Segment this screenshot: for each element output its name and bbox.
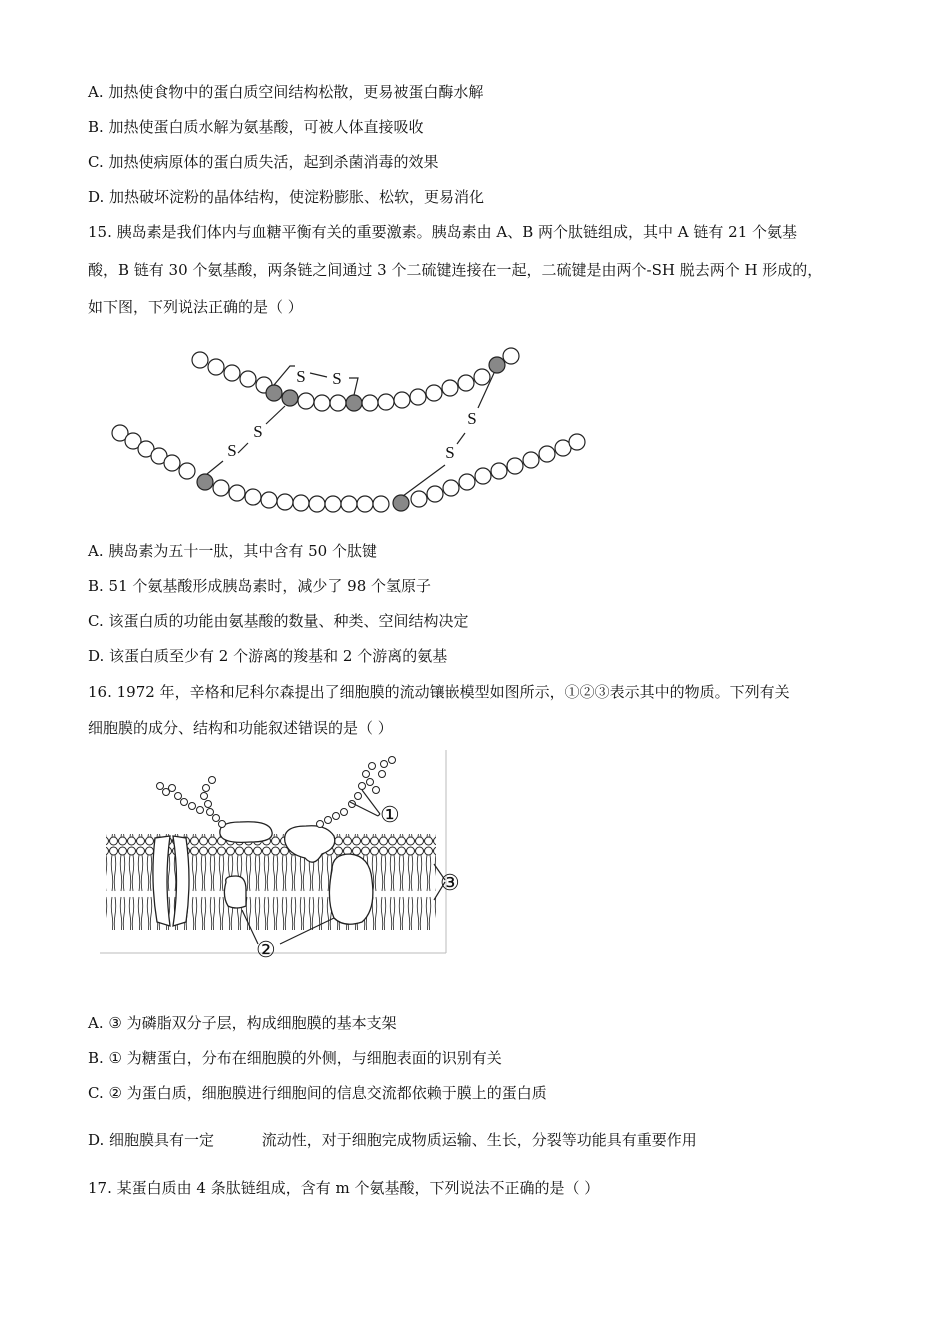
disulfide-s-label: S (296, 367, 306, 386)
q14-option-a: A. 加热使食物中的蛋白质空间结构松散，更易被蛋白酶水解 (88, 83, 484, 101)
cell-membrane-figure (100, 750, 470, 960)
q16-stem-line-1: 16. 1972 年，辛格和尼科尔森提出了细胞膜的流动镶嵌模型如图所示，①②③表示其中的物质。下列有关 (88, 683, 790, 701)
label-lipid-bilayer: ③ (440, 870, 460, 895)
q16-option-d: D. 细胞膜具有一定 流动性，对于细胞完成物质运输、生长，分裂等功能具有重要作用 (88, 1131, 697, 1149)
q14-option-c: C. 加热使病原体的蛋白质失活，起到杀菌消毒的效果 (88, 153, 439, 171)
q15-option-a: A. 胰岛素为五十一肽，其中含有 50 个肽键 (88, 542, 377, 560)
disulfide-s-label: S (332, 369, 342, 388)
disulfide-s-label: S (227, 441, 237, 460)
disulfide-s-label: S (467, 409, 477, 428)
disulfide-s-label: S (253, 422, 263, 441)
q15-stem-line-3: 如下图，下列说法正确的是（ ） (88, 298, 303, 316)
q14-option-d: D. 加热破坏淀粉的晶体结构，使淀粉膨胀、松软，更易消化 (88, 188, 485, 206)
q16-option-a: A. ③ 为磷脂双分子层，构成细胞膜的基本支架 (88, 1014, 397, 1032)
q16-option-b: B. ① 为糖蛋白，分布在细胞膜的外侧，与细胞表面的识别有关 (88, 1049, 502, 1067)
q14-option-b: B. 加热使蛋白质水解为氨基酸，可被人体直接吸收 (88, 118, 424, 136)
label-glycoprotein: ① (380, 802, 400, 827)
q17-stem-line-1: 17. 某蛋白质由 4 条肽链组成，含有 m 个氨基酸，下列说法不正确的是（ ） (88, 1179, 600, 1197)
insulin-structure-figure (105, 340, 595, 520)
q15-stem-line-2: 酸，B 链有 30 个氨基酸，两条链之间通过 3 个二硫键连接在一起，二硫键是由两个-SH 脱去两个 H 形成的， (88, 261, 823, 279)
label-protein: ② (256, 937, 276, 960)
q15-option-b: B. 51 个氨基酸形成胰岛素时，减少了 98 个氢原子 (88, 577, 432, 595)
q15-option-d: D. 该蛋白质至少有 2 个游离的羧基和 2 个游离的氨基 (88, 647, 448, 665)
q16-option-c: C. ② 为蛋白质，细胞膜进行细胞间的信息交流都依赖于膜上的蛋白质 (88, 1084, 547, 1102)
disulfide-s-label: S (445, 443, 455, 462)
q15-option-c: C. 该蛋白质的功能由氨基酸的数量、种类、空间结构决定 (88, 612, 469, 630)
q16-stem-line-2: 细胞膜的成分、结构和功能叙述错误的是（ ） (88, 719, 393, 737)
q15-stem-line-1: 15. 胰岛素是我们体内与血糖平衡有关的重要激素。胰岛素由 A、B 两个肽链组成，其中 A 链有 21 个氨基 (88, 223, 798, 241)
